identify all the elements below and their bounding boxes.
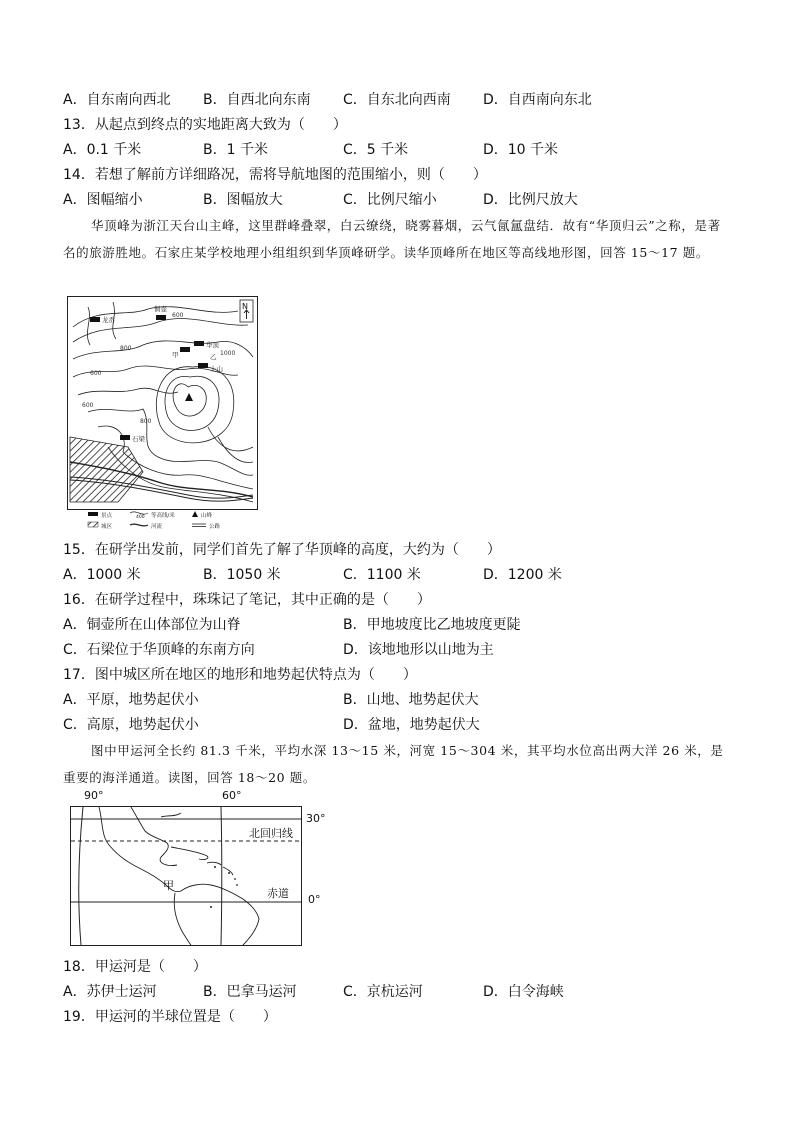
q18-option-b: B．巴拿马运河 [203,984,297,1000]
contour-label: 600 [90,370,102,377]
legend-city-icon [88,522,98,527]
q16-option-b: B．甲地坡度比乙地坡度更陡 [343,617,521,633]
latitude-30-label: 30° [306,812,326,825]
q13-option-a: A．0.1 千米 [63,142,142,158]
place-label-yi: 乙 [210,353,217,361]
scenic-spot-icon [198,363,208,368]
legend-city: 城区 [101,524,113,530]
q17-stem: 17．图中城区所在地区的地形和地势起伏特点为（ ） [63,667,417,683]
place-label-jia: 甲 [172,351,179,359]
q14-option-c: C．比例尺缩小 [343,192,437,208]
q15-option-d: D．1200 米 [483,567,562,583]
q18-stem: 18．甲运河是（ ） [63,959,207,975]
q18-option-a: A．苏伊士运河 [63,984,157,1000]
q12-option-a: A．自东南向西北 [63,92,171,108]
q14-option-d: D．比例尺放大 [483,192,578,208]
equator-label: 赤道 [267,887,289,900]
tropic-label: 北回归线 [249,827,293,840]
q13-stem: 13．从起点到终点的实地距离大致为（ ） [63,117,347,133]
meridian-60 [221,807,222,945]
contour-map [67,296,258,530]
q15-option-a: A．1000 米 [63,567,141,583]
place-label-shiliang: 石梁 [132,435,145,443]
place-label-longao: 龙岙 [102,316,115,324]
south-america-coast [181,884,259,945]
canal-jia-label: 甲 [163,879,174,892]
legend-scenic: 景点 [101,513,113,519]
scenic-spot-icon [120,435,130,440]
q18-option-d: D．白令海峡 [483,984,564,1000]
legend-peak-icon [192,511,198,517]
q17-option-a: A．平原，地势起伏小 [63,692,199,708]
passage-canal: 图中甲运河全长约 81.3 千米，平均水深 13～15 米，河宽 15～304 米，其平均水位高出两大洋 26 米，是重要的海洋通道。读图，回答 18～20 题。 [63,743,724,785]
legend-contour-icon [130,512,148,514]
q12-option-d: D．自西南向东北 [483,92,592,108]
q13-option-c: C．5 千米 [343,142,409,158]
legend-river-icon [130,524,148,526]
contour-label: 1000 [220,350,236,357]
q16-option-a: A．铜壶所在山体部位为山脊 [63,617,241,633]
q13-option-b: B．1 千米 [203,142,268,158]
north-arrow-label: N [242,302,248,311]
q13-option-d: D．10 千米 [483,142,559,158]
q14-option-b: B．图幅放大 [203,192,283,208]
q18-option-c: C．京杭运河 [343,984,423,1000]
meridian-90 [79,807,83,945]
contour-label: 600 [82,402,94,409]
central-america-map [70,806,302,946]
legend-river: 河流 [151,524,163,530]
q15-option-b: B．1050 米 [203,567,281,583]
q16-option-c: C．石梁位于华顶峰的东南方向 [63,642,255,658]
longitude-60-label: 60° [222,789,242,802]
q16-option-d: D．该地地形以山地为主 [343,642,494,658]
q17-option-c: C．高原，地势起伏小 [63,717,199,733]
q12-option-b: B．自西北向东南 [203,92,311,108]
q14-stem: 14．若想了解前方详细路况，需将导航地图的范围缩小，则（ ） [63,167,487,183]
q14-option-a: A．图幅缩小 [63,192,143,208]
q17-option-b: B．山地、地势起伏大 [343,692,479,708]
legend-contour-sample: 400 [136,515,145,520]
latitude-0-label: 0° [308,893,321,906]
scenic-spot-icon [90,317,100,322]
contour-label: 800 [120,345,132,352]
place-label-tonghu: 铜壶 [154,305,167,313]
legend-peak: 山峰 [201,513,213,519]
q19-stem: 19．甲运河的半球位置是（ ） [63,1009,277,1025]
contour-label: 600 [172,312,184,319]
q12-option-c: C．自东北向西南 [343,92,451,108]
legend-road: 公路 [209,524,221,530]
cuba-coast [171,847,208,860]
passage-huading: 华顶峰为浙江天台山主峰，这里群峰叠翠，白云缭绕，晓雾暮烟，云气氤氲盘结．故有“华顶归云”之称，是著名的旅游胜地。石家庄某学校地理小组组织到华顶峰研学。读华顶峰所在地区等高线地形图，回答 15～17 题。 [63,218,721,260]
legend-scenic-icon [88,512,98,516]
scenic-spot-icon [180,347,190,352]
q15-option-c: C．1100 米 [343,567,421,583]
q17-option-d: D．盆地，地势起伏大 [343,717,480,733]
scenic-spot-icon [156,315,166,320]
q16-stem: 16．在研学过程中，珠珠记了笔记，其中正确的是（ ） [63,592,431,608]
contour-label: 800 [140,418,152,425]
scenic-spot-icon [194,341,204,346]
place-label-huading: 华顶 [206,341,219,349]
peak-icon [185,393,193,401]
place-label-shangshan: 上山 [210,365,223,373]
legend-contour: 等高线/米 [151,513,175,519]
longitude-90-label: 90° [84,789,104,802]
q15-stem: 15．在研学出发前，同学们首先了解了华顶峰的高度，大约为（ ） [63,542,501,558]
